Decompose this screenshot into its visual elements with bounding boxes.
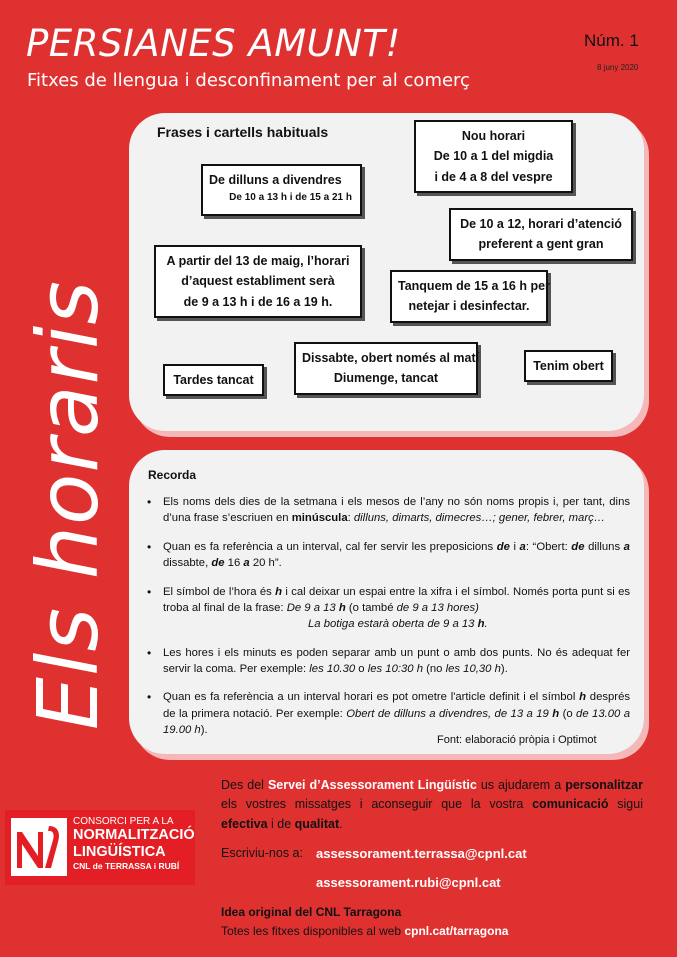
sign-from-may [154,245,362,318]
rule-item [144,584,630,633]
rule-item [144,645,630,678]
sign-line: de 9 a 13 h i de 16 a 19 h. [183,294,333,309]
issue-date: 8 juny 2020 [597,63,639,72]
text-run: (o també [345,601,397,614]
rule-example [163,616,630,632]
text-run: les 10.30 [309,663,356,675]
text-run: les 10,30 h [445,663,501,675]
text-run: sigui [608,797,643,812]
rule-item [144,689,630,738]
contact-label: Escriviu-nos a: [221,846,303,860]
text-run: Quan es fa referència a un interval horari es pot ometre l'article definit i el símbol [163,691,580,704]
email-link-terrassa[interactable]: assessorament.terrassa@cpnl.cat [316,846,527,861]
text-run: les 10:30 h [367,663,423,675]
sign-line: Tenim obert [533,359,604,373]
text-run: personalitzar [565,778,643,792]
all-sheets-prefix: Totes les fitxes disponibles al web [221,924,405,938]
logo-line: CONSORCI PER A LA [73,816,174,827]
sign-line: Dissabte, obert només al matí [302,351,480,365]
text-run: dilluns [584,540,624,553]
text-run: de [496,540,510,553]
text-run: a [623,540,630,553]
text-run: a [243,557,250,570]
text-run: Quan es fa referència a un interval, cal fer servir les preposicions [163,540,497,553]
text-run: de [211,557,225,570]
sign-line: d’aquest establiment serà [181,274,335,289]
text-run: efectiva [221,816,268,831]
text-run: Servei d’Assessorament Lingüístic [267,778,477,792]
text-run: ). [500,663,508,675]
cpnl-logo-mark-icon [11,818,67,876]
text-run: dissabte, [163,557,212,570]
text-run: : “Obert: [525,540,572,553]
rules-heading: Recorda [148,468,197,482]
text-run: (no [422,663,446,675]
text-run: o [355,663,368,675]
cpnl-logo [5,810,195,885]
original-idea-credit: Idea original del CNL Tarragona [221,905,402,919]
text-run: qualitat [294,816,340,831]
text-run: h [579,691,587,704]
sign-line: De 10 a 1 del migdia [433,149,554,164]
text-run: h [477,618,485,631]
text-run: h [552,707,560,720]
sign-line: netejar i desinfectar. [408,299,530,314]
sign-line: A partir del 13 de maig, l’horari [166,254,350,268]
rules-list [144,494,630,751]
sign-weekend [294,342,478,395]
logo-line: CNL de TERRASSA i RUBÍ [73,861,180,872]
text-run: i [509,540,520,553]
text-run: Obert de dilluns a divendres, de 13 a 19 [346,707,553,720]
text-run: a [519,540,526,553]
text-run: . [339,816,343,831]
text-run: : [347,512,354,525]
sign-line: Tardes tancat [173,373,254,387]
sign-line: De 10 a 13 h i de 15 a 21 h [229,192,352,204]
text-run: Les hores i els minuts es poden separar amb un punt o amb dos punts. No és adequat fer servir la coma. Per exemple: [163,646,630,675]
text-run: h [275,585,283,598]
text-run: de 13.00 a 19.00 h [163,707,631,737]
page-title: PERSIANES AMUNT! [26,22,401,65]
text-run: 16 [224,557,244,570]
text-run: de 9 a 13 hores) [396,601,479,614]
email-link-rubi[interactable]: assessorament.rubi@cpnl.cat [316,875,501,890]
all-sheets-note [221,924,508,938]
text-run: Des del [221,778,268,792]
sign-afternoons-closed [163,364,264,396]
text-run: minúscula [291,512,348,525]
service-promo [221,776,643,834]
sign-line: Nou horari [461,129,526,143]
text-run: els vostres missatges i aconseguir que la vostra [221,797,533,812]
text-run: dilluns, dimarts, dimecres…; gener, febrer, març… [353,512,606,525]
sign-line: i de 4 a 8 del vespre [434,169,553,184]
website-link[interactable]: cpnl.cat/tarragona [404,924,509,938]
sign-new-hours [414,120,573,193]
text-run: 20 h”. [249,557,282,570]
sign-priority-hours [449,208,633,261]
logo-line: NORMALITZACIÓ [73,827,195,843]
sign-line: De 10 a 12, horari d’atenció [460,217,622,231]
sign-cleaning [390,270,548,323]
page-subtitle: Fitxes de llengua i desconfinament per al comerç [27,70,470,91]
text-run: Els noms dels dies de la setmana i els mesos de l’any no són noms propis i, per tant, dins d’una frase s’escriuen en [163,496,630,525]
sign-line: De dilluns a divendres [209,173,342,187]
cpnl-logo-text [73,816,195,871]
logo-line: LINGÜÍSTICA [73,843,166,860]
rule-item [144,539,630,572]
signs-heading: Frases i cartells habituals [157,124,329,140]
text-run: després de la primera notació. Per exemple: [163,691,630,720]
text-run: us ajudarem a [476,778,566,792]
rule-item [144,494,630,527]
side-title-text: Els horaris [19,279,117,731]
sign-weekdays [201,164,362,216]
text-run: El símbol de l’hora és [163,585,276,598]
text-run: de [571,540,585,553]
text-run: h [338,601,346,614]
text-run: i cal deixar un espai entre la xifra i el símbol. Només porta punt si es troba al final de la frase: [163,585,631,614]
sign-line: Tanquem de 15 a 16 h per [398,279,550,293]
text-run: . [484,618,488,631]
text-run: ). [200,724,208,737]
issue-number: Núm. 1 [584,31,639,50]
text-run: comunicació [532,797,609,812]
text-run: (o [559,707,577,720]
sign-line: Diumenge, tancat [333,371,439,386]
text-run: De 9 a 13 [286,601,339,614]
sign-open [524,350,613,382]
side-title [18,279,118,731]
text-run: i de [267,816,295,831]
source-note: Font: elaboració pròpia i Optimot [437,734,597,746]
text-run: La botiga estarà oberta de 9 a 13 [308,618,478,631]
sign-line: preferent a gent gran [478,237,604,252]
